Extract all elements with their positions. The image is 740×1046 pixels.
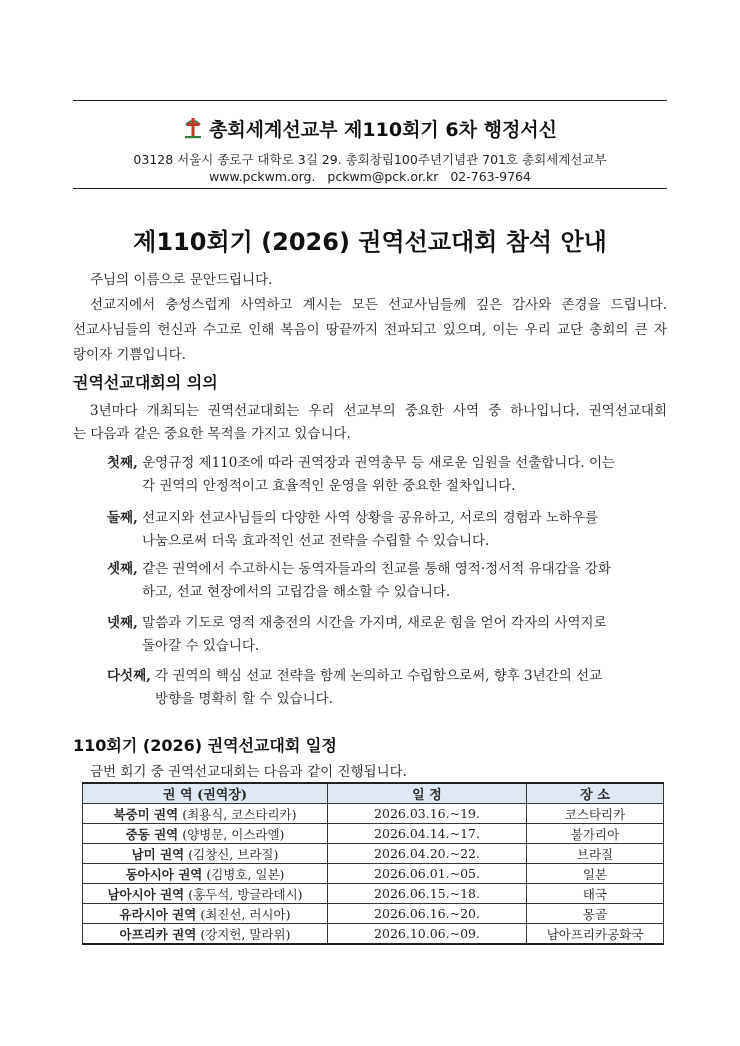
meaning-intro-line: 3년마다 개최되는 권역선교대회는 우리 선교부의 중요한 사역 중 하나입니다. 권역선교대회 — [90, 403, 667, 419]
column-header-region — [83, 783, 328, 804]
purpose-item-5 — [107, 664, 602, 684]
date-cell: 2026.04.20.~22. — [328, 844, 527, 864]
region-leader: (최용식, 코스타리카) — [182, 806, 297, 822]
email-link[interactable]: pckwm@pck.or.kr — [327, 169, 439, 184]
purpose-label: 둘째, — [107, 510, 138, 526]
region-name: 유라시아 권역 — [119, 906, 197, 922]
region-header-sub: (권역장) — [197, 788, 248, 803]
purpose-text: 선교지와 선교사님들의 다양한 사역 상황을 공유하고, 서로의 경험과 노하우를 — [142, 510, 599, 526]
region-leader: (김병호, 일본) — [206, 866, 285, 882]
date-cell: 2026.10.06.~09. — [328, 924, 527, 945]
table-row — [83, 804, 664, 824]
place-cell: 코스타리카 — [527, 804, 664, 824]
intro-line: 랑이자 기쁨입니다. — [73, 347, 186, 363]
region-leader: (홍두석, 방글라데시) — [188, 886, 303, 902]
date-cell: 2026.03.16.~19. — [328, 804, 527, 824]
phone-number: 02-763-9764 — [450, 169, 531, 184]
intro-line: 선교사님들의 헌신과 수고로 인해 복음이 땅끝까지 전파되고 있으며, 이는 우리 교단 총회의 큰 자 — [73, 322, 667, 338]
column-header-place: 장 소 — [527, 783, 664, 804]
region-cell — [83, 804, 328, 824]
date-cell: 2026.06.15.~18. — [328, 884, 527, 904]
region-leader: (최진선, 러시아) — [200, 906, 291, 922]
purpose-text: 말씀과 기도로 영적 재충전의 시간을 가지며, 새로운 힘을 얻어 각자의 사역지로 — [142, 615, 607, 631]
purpose-text-cont: 방향을 명확히 할 수 있습니다. — [155, 691, 333, 707]
purpose-text: 각 권역의 핵심 선교 전략을 함께 논의하고 수립함으로써, 향후 3년간의 선교 — [155, 668, 603, 684]
letterhead-title — [0, 115, 740, 144]
region-name: 동아시아 권역 — [125, 866, 203, 882]
region-name: 남미 권역 — [131, 846, 185, 862]
region-name: 중동 권역 — [125, 826, 179, 842]
purpose-label: 셋째, — [107, 561, 138, 577]
letterhead-address: 03128 서울시 종로구 대학로 3길 29. 총회창립100주년기념관 701호 총회세계선교부 — [133, 152, 607, 167]
region-cell — [83, 824, 328, 844]
region-leader: (강지헌, 말라위) — [200, 926, 291, 942]
place-cell: 브라질 — [527, 844, 664, 864]
purpose-text-cont: 각 권역의 안정적이고 효율적인 운영을 위한 중요한 절차입니다. — [142, 478, 516, 494]
purpose-text: 운영규정 제110조에 따라 권역장과 권역총무 등 새로운 임원을 선출합니다. 이는 — [142, 455, 616, 471]
region-cell — [83, 884, 328, 904]
date-cell: 2026.06.01.~05. — [328, 864, 527, 884]
purpose-item-2 — [107, 506, 598, 526]
column-header-date: 일 정 — [328, 783, 527, 804]
region-cell — [83, 924, 328, 945]
meaning-intro-line: 는 다음과 같은 중요한 목적을 가지고 있습니다. — [73, 426, 351, 442]
purpose-label: 다섯째, — [107, 668, 151, 684]
table-row — [83, 924, 664, 945]
region-header-main: 권 역 — [162, 788, 193, 803]
schedule-table — [82, 782, 664, 945]
greeting: 주님의 이름으로 문안드립니다. — [90, 272, 273, 288]
purpose-text-cont: 돌아갈 수 있습니다. — [142, 638, 260, 654]
region-name: 북중미 권역 — [113, 806, 179, 822]
table-row — [83, 884, 664, 904]
region-cell — [83, 844, 328, 864]
place-cell: 일본 — [527, 864, 664, 884]
letterhead-title-text: 총회세계선교부 제110회기 6차 행정서신 — [208, 119, 558, 141]
header-bottom-rule — [73, 188, 667, 189]
purpose-label: 넷째, — [107, 615, 138, 631]
purpose-item-4 — [107, 611, 607, 631]
section-heading-schedule: 110회기 (2026) 권역선교대회 일정 — [73, 736, 337, 755]
intro-line: 선교지에서 충성스럽게 사역하고 계시는 모든 선교사님들께 깊은 감사와 존경을 드립니다. — [90, 297, 667, 313]
purpose-item-1 — [107, 451, 615, 471]
purpose-text: 같은 권역에서 수고하시는 동역자들과의 친교를 통해 영적·정서적 유대감을 강화 — [142, 561, 612, 577]
header-top-rule — [73, 100, 667, 101]
table-row — [83, 824, 664, 844]
place-cell: 몽골 — [527, 904, 664, 924]
region-cell — [83, 864, 328, 884]
region-name: 남아시아 권역 — [107, 886, 185, 902]
date-cell: 2026.04.14.~17. — [328, 824, 527, 844]
table-row — [83, 904, 664, 924]
place-cell: 불가리아 — [527, 824, 664, 844]
table-header-row — [83, 783, 664, 804]
website-link[interactable]: www.pckwm.org. — [209, 169, 316, 184]
purpose-item-3 — [107, 557, 611, 577]
date-cell: 2026.06.16.~20. — [328, 904, 527, 924]
region-leader: (양병문, 이스라엘) — [182, 826, 285, 842]
section-heading-meaning: 권역선교대회의 의의 — [73, 373, 218, 392]
purpose-label: 첫째, — [107, 455, 138, 471]
place-cell: 남아프리카공화국 — [527, 924, 664, 945]
purpose-text-cont: 나눔으로써 더욱 효과적인 선교 전략을 수립할 수 있습니다. — [142, 533, 490, 549]
purpose-text-cont: 하고, 선교 현장에서의 고립감을 해소할 수 있습니다. — [142, 584, 451, 600]
table-row — [83, 864, 664, 884]
region-name: 아프리카 권역 — [119, 926, 197, 942]
document-title: 제110회기 (2026) 권역선교대회 참석 안내 — [133, 228, 607, 256]
table-row — [83, 844, 664, 864]
region-cell — [83, 904, 328, 924]
letterhead-contacts — [0, 169, 740, 184]
cross-church-logo-icon — [183, 115, 203, 144]
region-leader: (김창신, 브라질) — [188, 846, 279, 862]
place-cell: 태국 — [527, 884, 664, 904]
schedule-intro: 금번 회기 중 권역선교대회는 다음과 같이 진행됩니다. — [90, 764, 407, 780]
